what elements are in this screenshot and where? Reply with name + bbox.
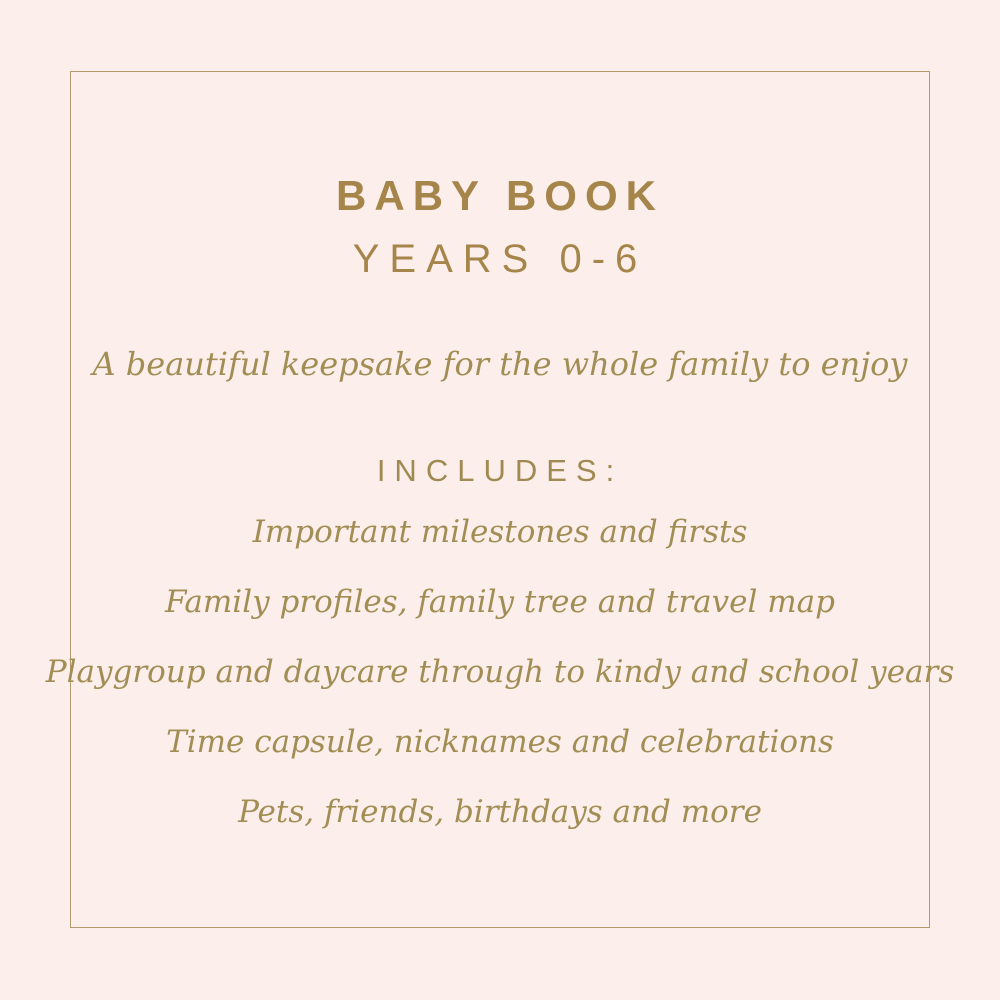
includes-list <box>0 512 1000 862</box>
includes-item: Family profiles, family tree and travel map <box>165 584 835 620</box>
includes-heading: INCLUDES: <box>376 453 624 488</box>
product-tagline: A beautiful keepsake for the whole family to enjoy <box>92 345 908 383</box>
includes-item: Time capsule, nicknames and celebrations <box>166 724 834 760</box>
includes-item: Important milestones and firsts <box>252 514 748 550</box>
includes-item: Pets, friends, birthdays and more <box>238 794 762 830</box>
product-title: BABY BOOK <box>336 172 664 219</box>
includes-item: Playgroup and daycare through to kindy and school years <box>45 654 955 690</box>
product-subtitle-age-range: YEARS 0-6 <box>352 237 648 281</box>
